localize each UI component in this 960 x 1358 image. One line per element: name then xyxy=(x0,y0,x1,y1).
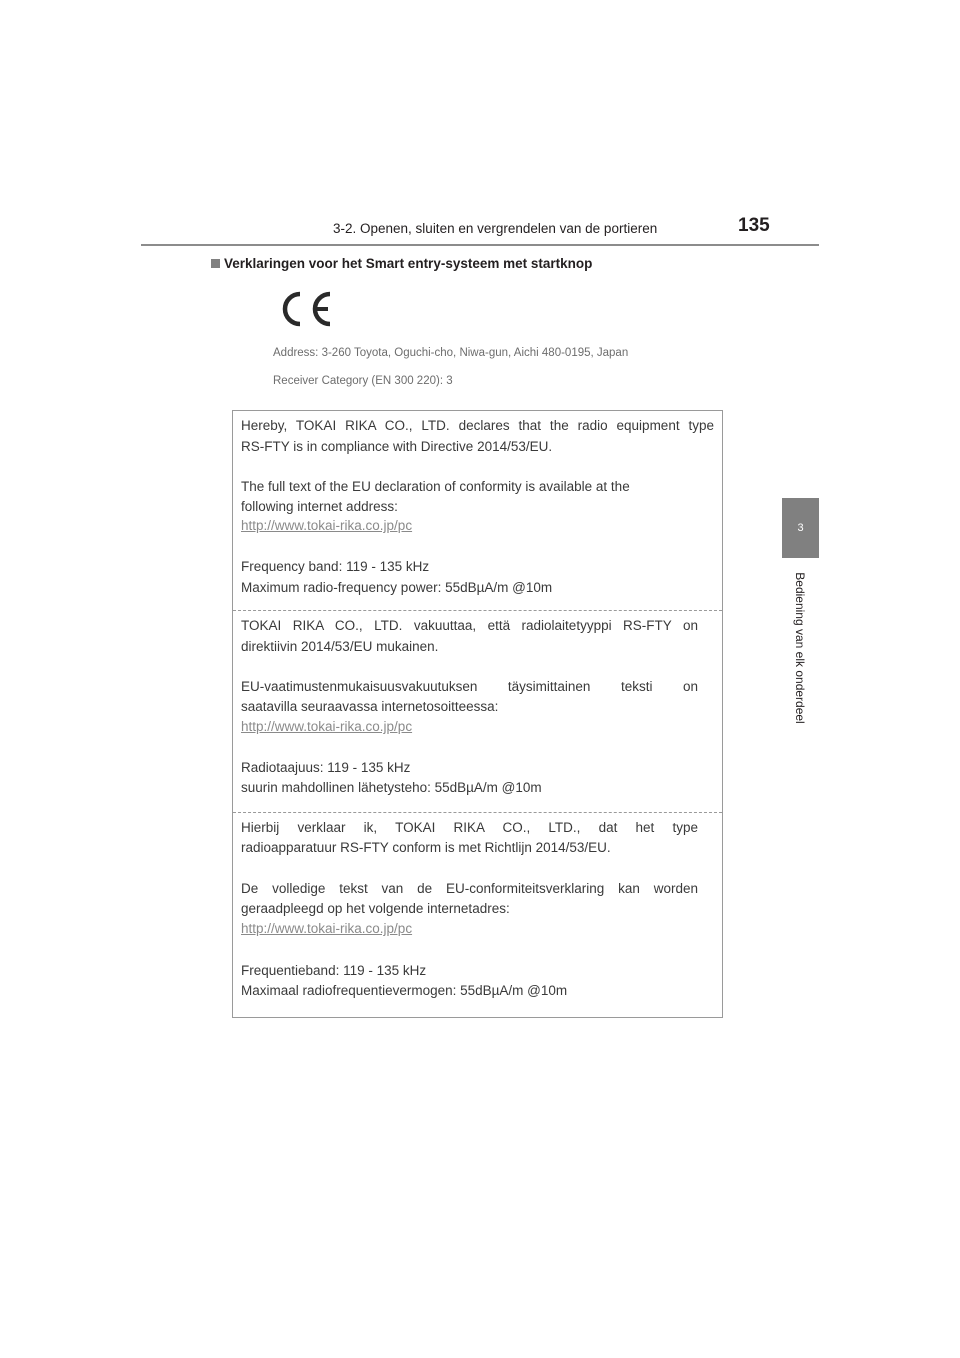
english-power: Maximum radio-frequency power: 55dBµA/m @10m xyxy=(241,580,553,595)
dutch-line-4: geraadpleegd op het volgende internetadres: xyxy=(241,901,510,916)
finnish-line-2: direktiivin 2014/53/EU mukainen. xyxy=(241,639,439,654)
english-line-3: The full text of the EU declaration of conformity is available at the xyxy=(241,479,630,494)
declaration-box xyxy=(232,410,723,1018)
chapter-label: Bediening van elk onderdeel xyxy=(793,572,807,724)
receiver-category: Receiver Category (EN 300 220): 3 xyxy=(273,375,453,387)
finnish-power: suurin mahdollinen lähetysteho: 55dBµA/m @10m xyxy=(241,780,542,795)
finnish-line-4: saatavilla seuraavassa internetosoitteessa: xyxy=(241,699,499,714)
dutch-power: Maximaal radiofrequentievermogen: 55dBµA/m @10m xyxy=(241,983,568,998)
finnish-line-1: TOKAI RIKA CO., LTD. vakuuttaa, että radiolaitetyyppi RS-FTY on xyxy=(241,618,698,633)
page-number: 135 xyxy=(738,215,770,236)
english-line-1: Hereby, TOKAI RIKA CO., LTD. declares that the radio equipment type xyxy=(241,418,714,433)
square-bullet-icon xyxy=(211,259,220,268)
header-section-title: 3-2. Openen, sluiten en vergrendelen van de portieren xyxy=(333,221,658,236)
manufacturer-address: Address: 3-260 Toyota, Oguchi-cho, Niwa-gun, Aichi 480-0195, Japan xyxy=(273,347,629,359)
dutch-line-3: De volledige tekst van de EU-conformiteitsverklaring kan worden xyxy=(241,881,698,896)
chapter-tab[interactable] xyxy=(782,498,819,558)
english-line-4: following internet address: xyxy=(241,499,398,514)
header-divider xyxy=(141,244,819,246)
dutch-line-1: Hierbij verklaar ik, TOKAI RIKA CO., LTD., dat het type xyxy=(241,820,698,835)
finnish-frequency: Radiotaajuus: 119 - 135 kHz xyxy=(241,760,411,775)
dutch-url-link[interactable]: http://www.tokai-rika.co.jp/pc xyxy=(241,921,413,936)
section-divider xyxy=(233,812,722,813)
english-line-2: RS-FTY is in compliance with Directive 2014/53/EU. xyxy=(241,439,553,454)
section-divider xyxy=(233,610,722,611)
chapter-number: 3 xyxy=(797,522,804,534)
dutch-frequency: Frequentieband: 119 - 135 kHz xyxy=(241,963,427,978)
section-heading xyxy=(211,256,592,271)
section-heading-text: Verklaringen voor het Smart entry-systeem met startknop xyxy=(224,256,593,271)
ce-mark-icon xyxy=(278,288,338,330)
dutch-line-2: radioapparatuur RS-FTY conform is met Richtlijn 2014/53/EU. xyxy=(241,840,611,855)
finnish-url-link[interactable]: http://www.tokai-rika.co.jp/pc xyxy=(241,719,413,734)
english-url-link[interactable]: http://www.tokai-rika.co.jp/pc xyxy=(241,518,413,533)
english-frequency: Frequency band: 119 - 135 kHz xyxy=(241,559,430,574)
finnish-line-3: EU-vaatimustenmukaisuusvakuutuksen täysimittainen teksti on xyxy=(241,679,698,694)
